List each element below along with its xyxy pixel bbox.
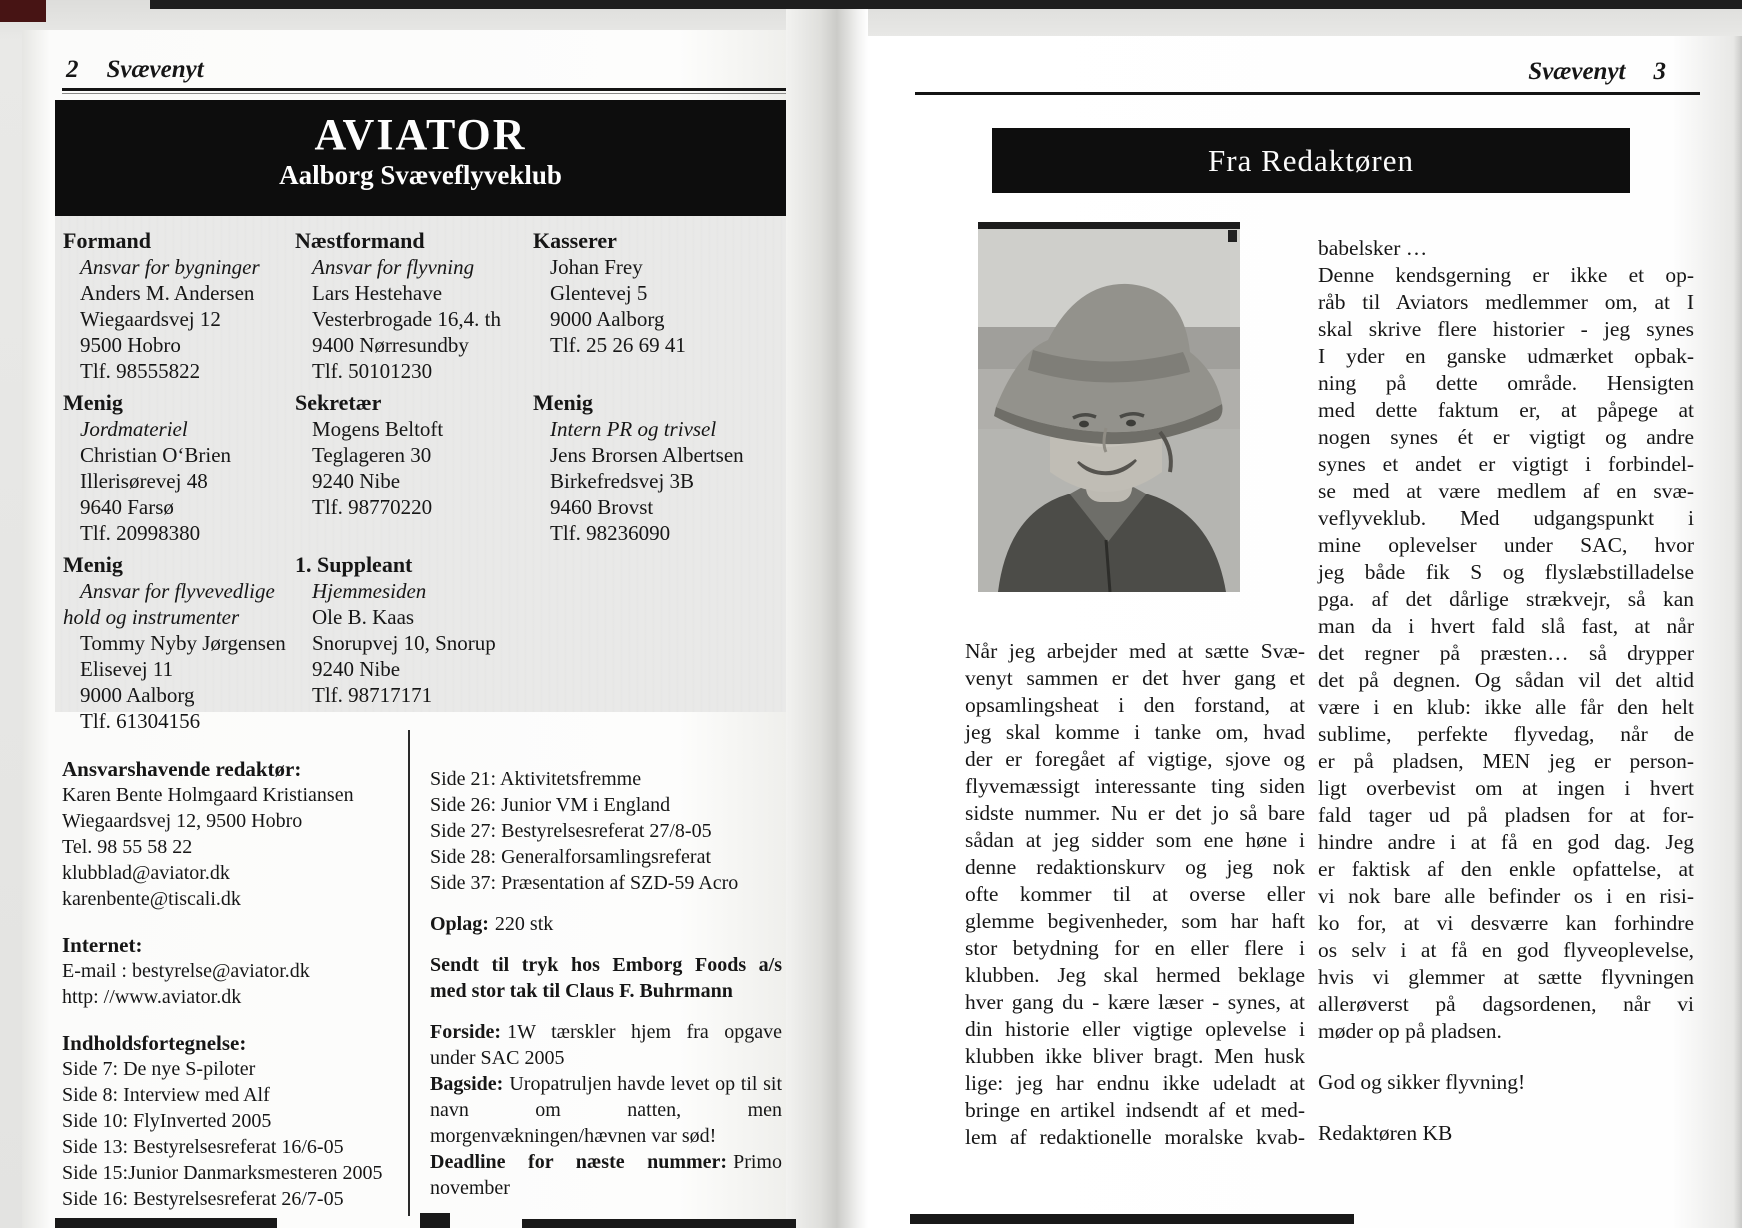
roster-block-suppleant	[295, 552, 527, 708]
journal-title: Svævenyt	[1528, 58, 1626, 85]
section-heading: Internet:	[62, 933, 143, 957]
text-line: Når jeg arbejder med at sætte Svæ-	[965, 639, 1305, 663]
text-line: sublime, perfekte flyvedag, når de	[1318, 722, 1694, 746]
scan-edge-artifact	[420, 1213, 450, 1228]
editorial-paragraph	[965, 638, 1305, 1151]
forside-label: Forside:	[430, 1021, 502, 1043]
right-page-header	[1528, 58, 1666, 86]
text-line: Side 10: FlyInverted 2005	[62, 1110, 272, 1132]
text-line: Mogens Beltoft	[312, 417, 444, 441]
banner-title: Fra Redaktøren	[1208, 142, 1414, 178]
text-line: Jens Brorsen Albertsen	[550, 443, 744, 467]
text-line: Tommy Nyby Jørgensen	[80, 631, 286, 655]
text-line: Tlf. 98717171	[312, 683, 433, 707]
deadline-note	[430, 1149, 782, 1201]
roster-note	[295, 578, 527, 604]
text-line: jeg både fik S og flyslæbstilladelse	[1318, 560, 1694, 584]
text-line: Side 27: Bestyrelsesreferat 27/8-05	[430, 820, 712, 842]
text-line: råb til Aviators medlemmer om, at I	[1318, 290, 1694, 314]
text-line: ligt overbevist om at ingen i hvert	[1318, 776, 1694, 800]
text-line: det regner på præsten… så drypper	[1318, 641, 1694, 665]
roster-title: Kasserer	[533, 228, 617, 253]
text-line: karenbente@tiscali.dk	[62, 888, 241, 910]
scan-corner-artifact	[0, 0, 46, 22]
text-line: Karen Bente Holmgaard Kristiansen	[62, 784, 354, 806]
text-line: man da i hvert fald slå fast, at når	[1318, 614, 1694, 638]
text-line: Teglageren 30	[312, 443, 432, 467]
editor-photo-graphic	[978, 222, 1240, 592]
text-line: synes et andet er vigtigt i forbindel-	[1318, 452, 1694, 476]
roster-title: Menig	[63, 390, 123, 415]
roster-lines	[63, 442, 289, 546]
roster-lines	[295, 604, 527, 708]
text-line: Tlf. 20998380	[80, 521, 201, 545]
roster-lines	[295, 280, 527, 384]
text-line: allerøverst på dagsordenen, når vi	[1318, 992, 1694, 1016]
roster-block-naestformand	[295, 228, 527, 390]
roster-title: Menig	[63, 552, 123, 577]
header-rule	[62, 88, 802, 91]
text-line: møder op på pladsen.	[1318, 1019, 1502, 1043]
text-line: hver gang du - kære læser - synes, at	[965, 990, 1305, 1014]
text-line: Ole B. Kaas	[312, 605, 415, 629]
scan-edge-artifact	[55, 1218, 277, 1228]
text-line: med stor tak til Claus F. Buhrmann	[430, 980, 733, 1002]
section-heading: Indholdsfortegnelse:	[62, 1031, 247, 1055]
text-line: stor betydning for en eller flere i	[965, 936, 1305, 960]
text-line: Birkefredsvej 3B	[550, 469, 695, 493]
section-heading: Ansvarshavende redaktør:	[62, 757, 302, 781]
spacer	[430, 937, 782, 952]
roster-note	[63, 578, 289, 630]
club-roster-box	[55, 216, 786, 733]
text-line: Tlf. 98236090	[550, 521, 671, 545]
roster-title: 1. Suppleant	[295, 552, 413, 577]
text-line: 9400 Nørresundby	[312, 333, 469, 357]
text-line: http: //www.aviator.dk	[62, 986, 242, 1008]
toc-items	[62, 1056, 398, 1212]
text-line: 9240 Nibe	[312, 657, 401, 681]
text-line: Illerisørevej 48	[80, 469, 208, 493]
header-rule-thin	[62, 93, 802, 94]
toc-items-continued	[430, 766, 782, 896]
deadline-text: Primo november	[430, 1151, 782, 1199]
roster-lines	[295, 416, 527, 520]
text-line: være i en klub: ikke alle får den helt	[1318, 695, 1694, 719]
text-line: klubblad@aviator.dk	[62, 862, 230, 884]
back-cover-note	[430, 1071, 782, 1149]
text-line: vi nok bare alle befinder os i en risi-	[1318, 884, 1694, 908]
roster-note	[63, 254, 289, 280]
text-line: Side 21: Aktivitetsfremme	[430, 768, 642, 790]
text-line: lem af redaktionelle moralske kvab-	[965, 1125, 1305, 1149]
text-line: 9460 Brovst	[550, 495, 654, 519]
editorial-paragraph	[1318, 235, 1694, 262]
text-line: Lars Hestehave	[312, 281, 443, 305]
text-line: fald tager ud på pladsen for at for-	[1318, 803, 1694, 827]
roster-note	[533, 416, 781, 442]
internet-lines	[62, 958, 398, 1010]
text-line: er på pladsen, MEN jeg er person-	[1318, 749, 1694, 773]
journal-title: Svævenyt	[106, 56, 204, 83]
text-line: os selv i at få en god flyveoplevelse,	[1318, 938, 1694, 962]
text-line: det på degnen. Og sådan vil det altid	[1318, 668, 1694, 692]
front-cover-note	[430, 1019, 782, 1071]
bagside-text: Uropatruljen havde levet op til sit navn om natten, men morgenvækningen/hævnen var sød!	[430, 1073, 782, 1147]
spacer	[1318, 1096, 1694, 1120]
text-line: hold og instrumenter	[63, 605, 240, 629]
text-line: Wiegaardsvej 12, 9500 Hobro	[62, 810, 303, 832]
text-line: klubben. Jeg skal hermed beklage	[965, 963, 1305, 987]
roster-block-menig-1	[63, 390, 289, 552]
text-line: mine oplevelser under SAC, hvor	[1318, 533, 1694, 557]
text-line: Wiegaardsvej 12	[80, 307, 221, 331]
text-line: Christian O‘Brien	[80, 443, 232, 467]
text-line: med dette faktum er, at påpege at	[1318, 398, 1694, 422]
roster-note	[295, 254, 527, 280]
text-line: glemme begivenheder, som har haft	[965, 909, 1305, 933]
spacer	[430, 1004, 782, 1019]
text-line: jeg skal komme i tanke om, hvad	[965, 720, 1305, 744]
text-line: Side 15:Junior Danmarksmesteren 2005	[62, 1162, 383, 1184]
text-line: Jordmateriel	[80, 417, 188, 441]
text-line: Tel. 98 55 58 22	[62, 836, 193, 858]
text-line: Side 26: Junior VM i England	[430, 794, 671, 816]
text-line: se med at være medlem af en svæ-	[1318, 479, 1694, 503]
text-line: Side 8: Interview med Alf	[62, 1084, 270, 1106]
page-number: 2	[66, 56, 79, 83]
section-banner	[992, 128, 1630, 193]
text-line: veflyveklub. Med udgangspunkt i	[1318, 506, 1694, 530]
text-line: Tlf. 98770220	[312, 495, 433, 519]
text-line: Sendt til tryk hos Emborg Foods a/s	[430, 954, 782, 976]
text-line: Tlf. 50101230	[312, 359, 433, 383]
text-line: Anders M. Andersen	[80, 281, 255, 305]
spacer	[1318, 1045, 1694, 1069]
text-line: Ansvar for flyvevedlige	[80, 579, 275, 603]
text-line: Snorupvej 10, Snorup	[312, 631, 496, 655]
right-page	[868, 36, 1742, 1228]
deadline-label: Deadline for næste nummer:	[430, 1151, 728, 1173]
text-line: opsamlingsheat i den forstand, at	[965, 693, 1305, 717]
text-line: E-mail : bestyrelse@aviator.dk	[62, 960, 310, 982]
text-line: 9240 Nibe	[312, 469, 401, 493]
text-line: Side 13: Bestyrelsesreferat 16/6-05	[62, 1136, 344, 1158]
text-line: ko for, at vi desværre kan forhindre	[1318, 911, 1694, 935]
editor-photo	[978, 222, 1240, 592]
text-line: Side 28: Generalforsamlingsreferat	[430, 846, 712, 868]
spacer	[62, 1010, 398, 1030]
text-line: Tlf. 25 26 69 41	[550, 333, 686, 357]
oplag-value: 220 stk	[494, 913, 554, 935]
text-line: Glentevej 5	[550, 281, 648, 305]
spacer	[62, 912, 398, 932]
editorial-column-2	[1318, 235, 1694, 1147]
text-line: flyvemæssigt interessante ting siden	[965, 774, 1305, 798]
print-run-line	[430, 911, 782, 937]
scan-edge-artifact	[522, 1219, 796, 1228]
roster-title: Formand	[63, 228, 151, 253]
text-line: Vesterbrogade 16,4. th	[312, 307, 501, 331]
forside-text: 1W tærskler hjem fra opgave under SAC 2005	[430, 1021, 782, 1069]
left-page-header	[66, 56, 204, 84]
text-line: Ansvar for bygninger	[80, 255, 260, 279]
roster-block-sekretaer	[295, 390, 527, 552]
roster-lines	[63, 630, 289, 734]
editorial-signature	[1318, 1120, 1694, 1147]
header-rule	[915, 92, 1700, 95]
text-line: 9000 Aalborg	[550, 307, 665, 331]
roster-block-menig-2	[63, 552, 289, 734]
text-line: Ansvar for flyvning	[312, 255, 475, 279]
text-line: din historie eller vigtige oplevelse i	[965, 1017, 1305, 1041]
text-line: Intern PR og trivsel	[550, 417, 717, 441]
text-line: Elisevej 11	[80, 657, 174, 681]
roster-block-formand	[63, 228, 289, 390]
text-line: lige: jeg har endnu ikke udeladt at	[965, 1071, 1305, 1095]
text-line: sådan at jeg sidder som ene høne i	[965, 828, 1305, 852]
roster-lines	[533, 254, 781, 358]
text-line: Side 16: Bestyrelsesreferat 26/7-05	[62, 1188, 344, 1210]
roster-lines	[63, 280, 289, 384]
roster-column	[295, 228, 527, 708]
club-box-subtitle: Aalborg Svæveflyveklub	[279, 160, 562, 190]
text-line: klubben ikke bliver bragt. Men husk	[965, 1044, 1305, 1068]
text-line: Tlf. 98555822	[80, 359, 201, 383]
text-line: denne redaktionskurv og jeg nok	[965, 855, 1305, 879]
editorial-paragraph	[1318, 262, 1694, 1045]
text-line: babelsker …	[1318, 236, 1428, 260]
text-line: I yder en ganske udmærket opbak-	[1318, 344, 1694, 368]
roster-column	[63, 228, 289, 734]
editorial-signoff	[1318, 1069, 1694, 1096]
text-line: hindre andre i at få en god dag. Jeg	[1318, 830, 1694, 854]
bagside-label: Bagside:	[430, 1073, 504, 1095]
roster-note	[63, 416, 289, 442]
roster-title: Menig	[533, 390, 593, 415]
text-line: Tlf. 61304156	[80, 709, 201, 733]
scan-top-edge	[150, 0, 1742, 9]
text-line: Denne kendsgerning er ikke et op-	[1318, 263, 1694, 287]
roster-title: Næstformand	[295, 228, 425, 253]
text-line: 9000 Aalborg	[80, 683, 195, 707]
text-line: ning på dette område. Hensigten	[1318, 371, 1694, 395]
text-line: er faktisk af den enkle opfattelse, at	[1318, 857, 1694, 881]
left-page	[22, 30, 786, 1228]
text-line: sidste nummer. Nu er det jo så bare	[965, 801, 1305, 825]
colophon-column-2	[430, 766, 782, 1201]
text-line: nogen synes ét er vigtigt og andre	[1318, 425, 1694, 449]
text-line: pga. af det dårlige strækvejr, så kan	[1318, 587, 1694, 611]
text-line: Redaktøren KB	[1318, 1121, 1453, 1145]
roster-block-menig-3	[533, 390, 781, 546]
spacer	[430, 896, 782, 911]
text-line: Side 37: Præsentation af SZD-59 Acro	[430, 872, 739, 894]
text-line: 9640 Farsø	[80, 495, 174, 519]
text-line: Hjemmesiden	[312, 579, 427, 603]
roster-block-kasserer	[533, 228, 781, 390]
page-number: 3	[1653, 58, 1666, 85]
text-line: Side 7: De nye S-piloter	[62, 1058, 256, 1080]
text-line: venyt sammen er det hver gang et	[965, 666, 1305, 690]
page-gutter-shadow	[786, 9, 868, 1228]
editor-info-lines	[62, 782, 398, 912]
scan-edge-artifact	[910, 1214, 1354, 1224]
club-box-header	[55, 100, 786, 218]
oplag-label: Oplag:	[430, 913, 489, 935]
text-line: God og sikker flyvning!	[1318, 1070, 1526, 1094]
print-house-note	[430, 952, 782, 1004]
roster-lines	[533, 442, 781, 546]
column-divider	[408, 730, 410, 1216]
text-line: skal skrive flere historier - jeg synes	[1318, 317, 1694, 341]
text-line: hvis vi glemmer at sætte flyvningen	[1318, 965, 1694, 989]
text-line: 9500 Hobro	[80, 333, 181, 357]
club-box-title: AVIATOR	[314, 110, 527, 159]
text-line: Johan Frey	[550, 255, 643, 279]
text-line: ofte kommer til at overse eller	[965, 882, 1305, 906]
roster-column	[533, 228, 781, 546]
editorial-column-1	[965, 638, 1305, 1151]
text-line: bringe en artikel indsendt af et med-	[965, 1098, 1305, 1122]
roster-title: Sekretær	[295, 390, 382, 415]
colophon-column	[62, 756, 398, 1212]
text-line: der er foregået af vigtige, sjove og	[965, 747, 1305, 771]
